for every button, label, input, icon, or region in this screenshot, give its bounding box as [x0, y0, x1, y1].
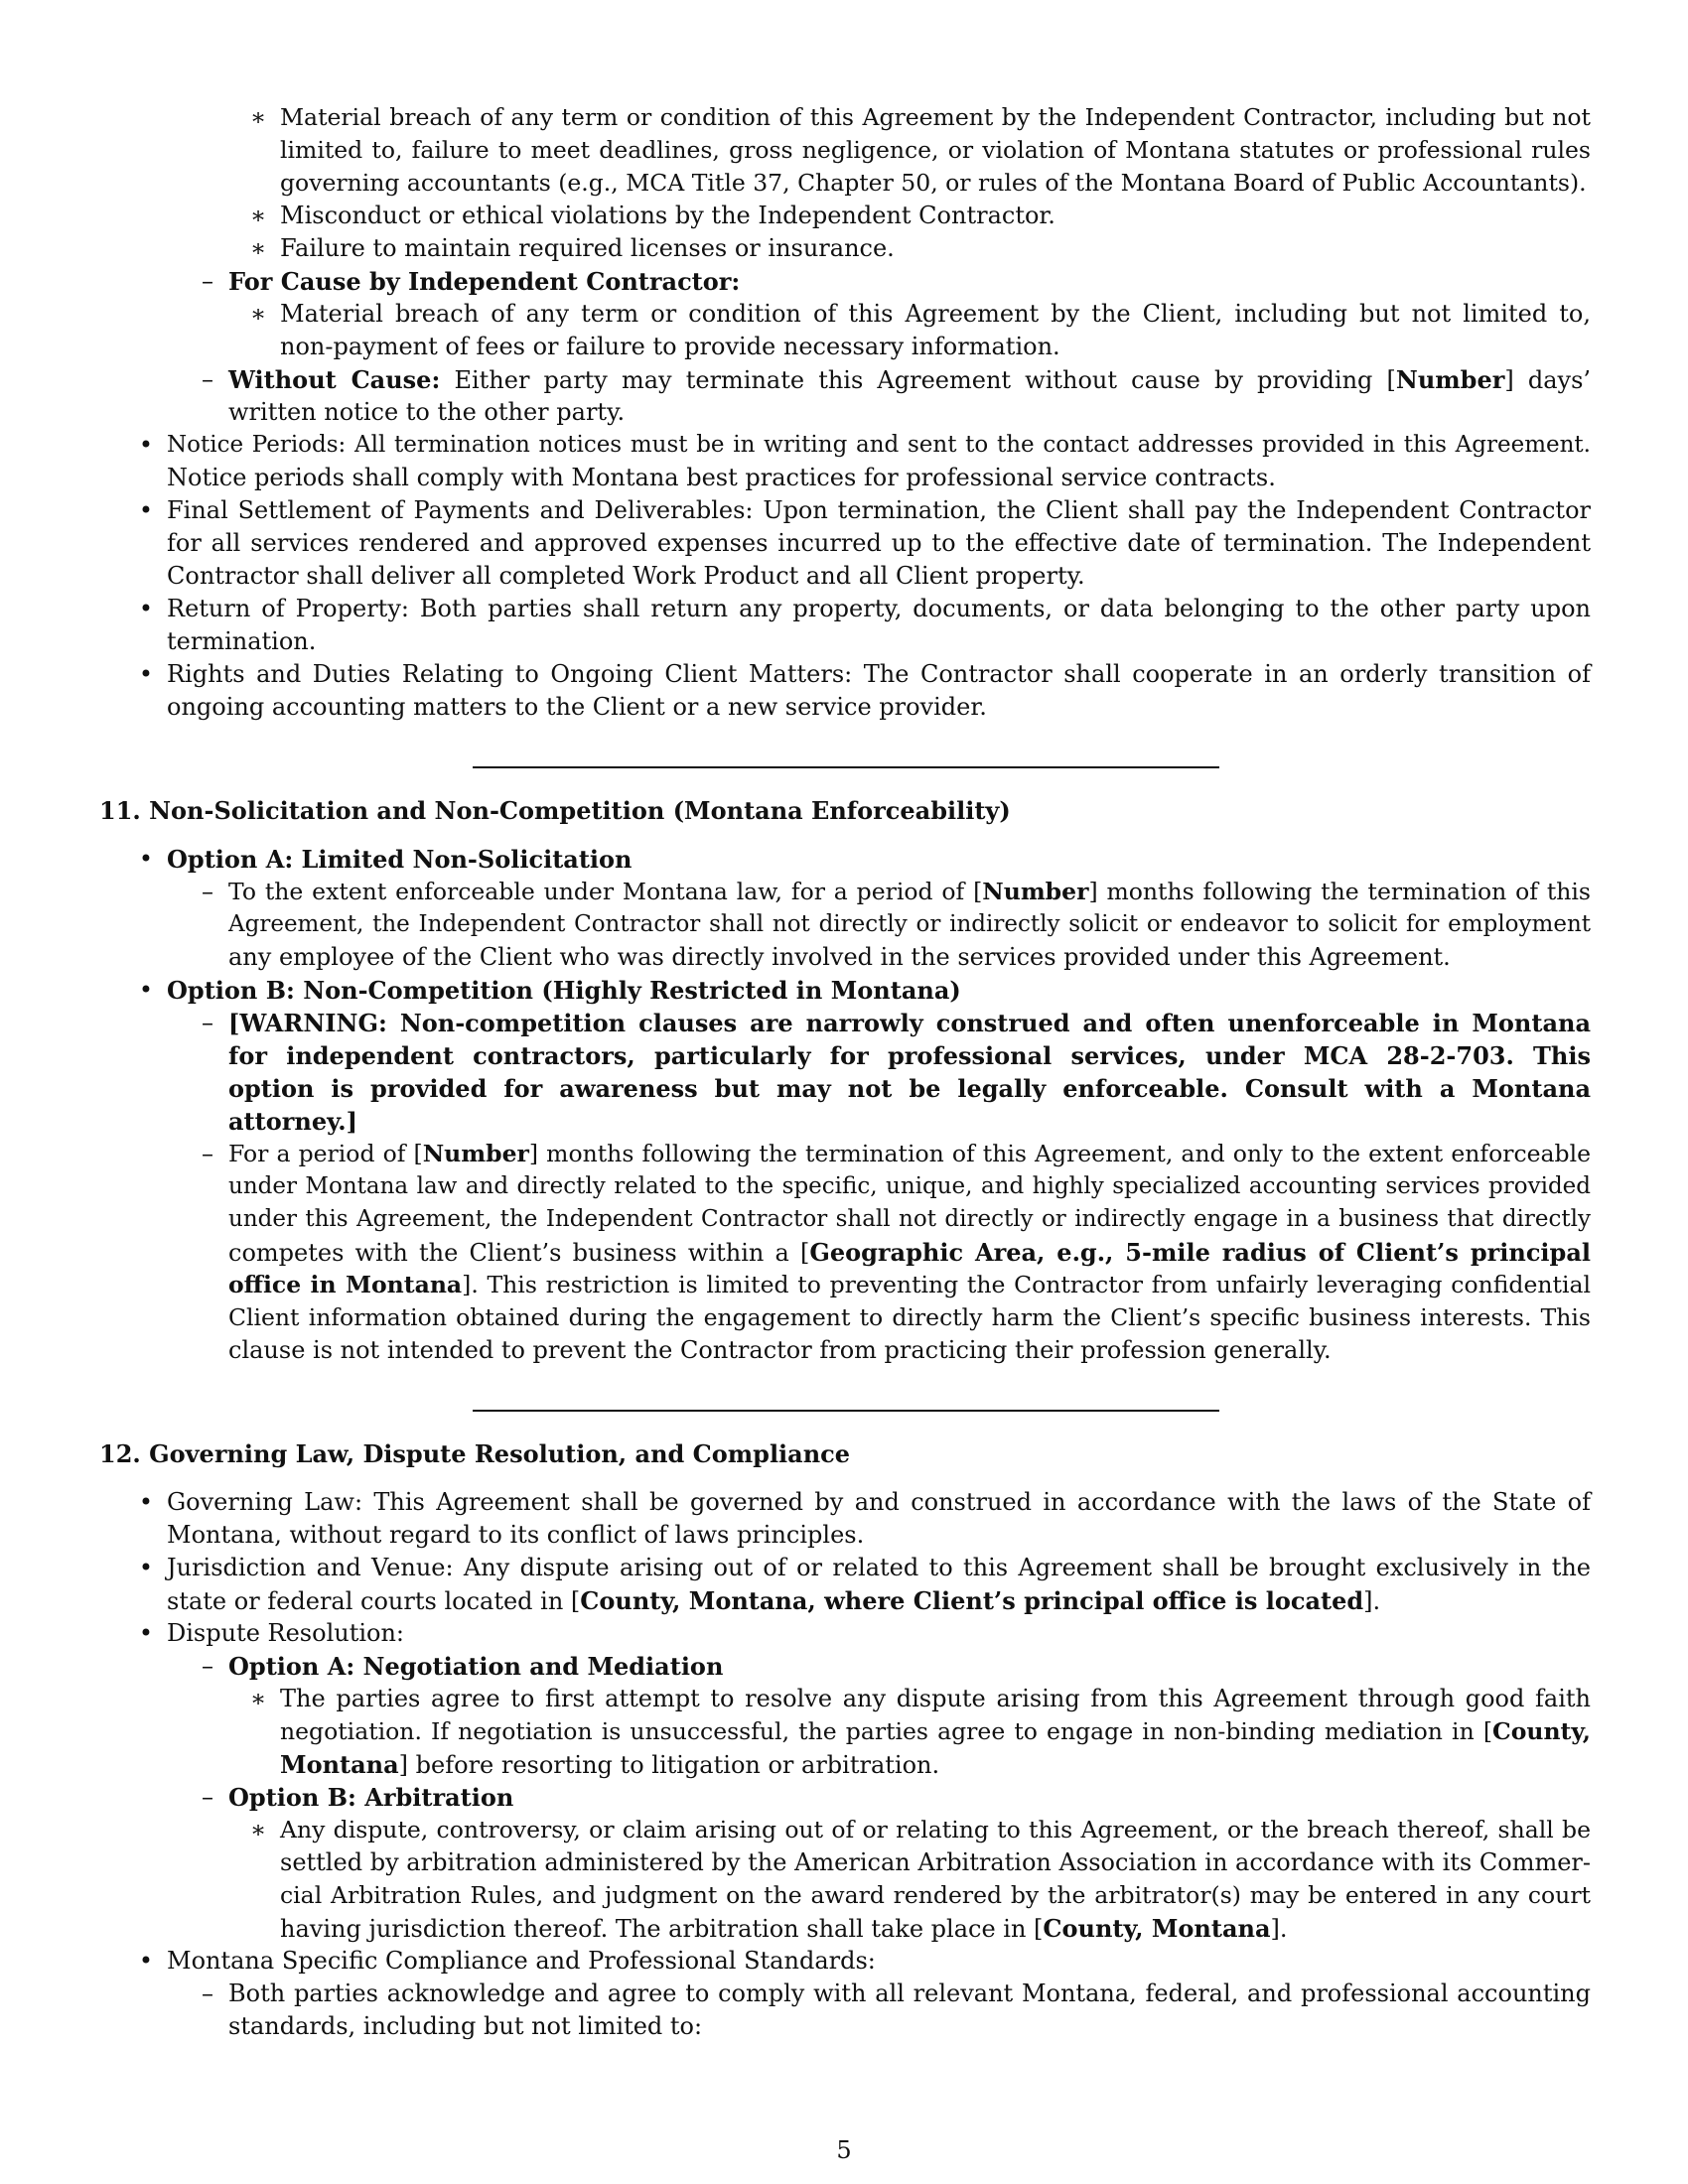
- option-b-label: Option B: Non-Competition (Highly Restricted in Montana): [167, 976, 961, 1005]
- text-line: Failure to maintain required licenses or insurance.: [280, 234, 895, 262]
- text-line: Final Settlement of Payments and Deliverables: Upon termination, the Client shall pay the Independent Contractor: [167, 496, 1591, 524]
- warning-line: [WARNING: Non-competition clauses are narrowly construed and often unenforceable in Montana: [228, 1009, 1591, 1037]
- star-marker: ∗: [249, 103, 267, 131]
- text-line: under this Agreement, the Independent Contractor shall not directly or indirectly engage in a business that directly: [228, 1206, 1591, 1232]
- dash-marker: –: [202, 365, 213, 393]
- warning-line: option is provided for awareness but may not be legally enforceable. Consult with a Montana: [228, 1074, 1591, 1103]
- star-marker: ∗: [249, 202, 267, 229]
- dash-marker: –: [202, 878, 213, 905]
- text-line: Jurisdiction and Venue: Any dispute arising out of or related to this Agreement shall be brought exclusively in the: [167, 1554, 1591, 1581]
- text-line: Contractor shall deliver all completed Work Product and all Client property.: [167, 562, 1085, 590]
- page-number: 5: [836, 2136, 852, 2164]
- placeholder-county: Montana: [280, 1750, 399, 1779]
- dispute-resolution-label: Dispute Resolution:: [167, 1619, 405, 1647]
- without-cause-label: Without Cause:: [228, 365, 441, 394]
- text-line: for all services rendered and approved expenses incurred up to the effective date of termination. The Independent: [167, 529, 1591, 557]
- text-line: Notice Periods: All termination notices must be in writing and sent to the contact addresses provided in this Agreement.: [167, 432, 1591, 458]
- section-11-heading: 11. Non-Solicitation and Non-Competition (Montana Enforceability): [99, 796, 1011, 825]
- text-line: Client information obtained during the engagement to directly harm the Client’s specific business interests. This: [228, 1303, 1591, 1331]
- section-divider: [473, 1410, 1219, 1412]
- text-line: written notice to the other party.: [228, 398, 626, 426]
- star-marker: ∗: [249, 234, 267, 262]
- text-line: To the extent enforceable under Montana law, for a period of [Number] months following the termination of this: [228, 878, 1591, 905]
- text-line: Governing Law: This Agreement shall be governed by and construed in accordance with the laws of the State of: [167, 1488, 1591, 1516]
- placeholder-number: Number: [982, 878, 1089, 905]
- placeholder-number: Number: [1395, 365, 1505, 394]
- bullet-marker: •: [138, 1619, 154, 1647]
- bullet-marker: •: [138, 496, 154, 524]
- placeholder-county: County, Montana: [1043, 1914, 1271, 1943]
- option-a-label: Option A: Limited Non-Solicitation: [167, 845, 633, 874]
- text-line: For a period of [Number] months following the termination of this Agreement, and only to the extent enforceable: [228, 1140, 1591, 1167]
- placeholder-geographic-area: office in Montana: [228, 1271, 463, 1298]
- text-line: ongoing accounting matters to the Client or a new service provider.: [167, 693, 987, 721]
- text-line: non-payment of fees or failure to provide necessary information.: [280, 333, 1060, 360]
- text-line: Montana] before resorting to litigation or arbitration.: [280, 1750, 940, 1779]
- option-b-label: Option B: Arbitration: [228, 1783, 514, 1812]
- text-line: office in Montana]. This restriction is limited to preventing the Contractor from unfairly leveraging confidential: [228, 1271, 1591, 1298]
- text-line: under Montana law and directly related to the specific, unique, and highly specialized accounting services provided: [228, 1173, 1591, 1199]
- text-line: limited to, failure to meet deadlines, gross negligence, or violation of Montana statutes or professional rules: [280, 136, 1591, 164]
- text-line: governing accountants (e.g., MCA Title 37, Chapter 50, or rules of the Montana Board of Public Accountants).: [280, 169, 1587, 197]
- text-line: state or federal courts located in [County, Montana, where Client’s principal office is located].: [167, 1586, 1381, 1615]
- text-line: Notice periods shall comply with Montana best practices for professional service contracts.: [167, 464, 1276, 491]
- dash-marker: –: [202, 1652, 213, 1680]
- star-marker: ∗: [249, 1685, 267, 1712]
- text-line: Both parties acknowledge and agree to comply with all relevant Montana, federal, and professional accounting: [228, 1979, 1591, 2007]
- warning-line: attorney.]: [228, 1107, 357, 1136]
- bullet-marker: •: [138, 1947, 154, 1975]
- dash-marker: –: [202, 1979, 213, 2007]
- for-cause-contractor-label: For Cause by Independent Contractor:: [228, 267, 741, 296]
- text-line: The parties agree to first attempt to resolve any dispute arising from this Agreement through good faith: [280, 1685, 1591, 1712]
- dash-marker: –: [202, 267, 213, 295]
- text-line: clause is not intended to prevent the Contractor from practicing their profession generally.: [228, 1336, 1332, 1364]
- without-cause-line: Without Cause: Either party may terminate this Agreement without cause by providing [Number] days’: [228, 365, 1592, 394]
- dash-marker: –: [202, 1140, 213, 1167]
- text-line: Return of Property: Both parties shall return any property, documents, or data belonging to the other party upon: [167, 595, 1591, 622]
- bullet-marker: •: [138, 976, 154, 1004]
- text-line: cial Arbitration Rules, and judgment on the award rendered by the arbitrator(s) may be entered in any court: [280, 1881, 1591, 1909]
- option-a-label: Option A: Negotiation and Mediation: [228, 1652, 724, 1681]
- placeholder-county: County, Montana, where Client’s principal office is located: [580, 1586, 1364, 1615]
- star-marker: ∗: [249, 300, 267, 328]
- section-divider: [473, 766, 1219, 768]
- bullet-marker: •: [138, 595, 154, 622]
- dash-marker: –: [202, 1783, 213, 1811]
- text-line: any employee of the Client who was directly involved in the services provided under this Agreement.: [228, 943, 1451, 971]
- bullet-marker: •: [138, 431, 154, 459]
- placeholder-geographic-area: Geographic Area, e.g., 5-mile radius of Client’s principal: [809, 1238, 1591, 1267]
- text-line: Misconduct or ethical violations by the Independent Contractor.: [280, 202, 1055, 229]
- text-line: Material breach of any term or condition of this Agreement by the Independent Contractor, including but not: [280, 103, 1591, 131]
- bullet-marker: •: [138, 1488, 154, 1516]
- text-line: competes with the Client’s business within a [Geographic Area, e.g., 5-mile radius of Client’s principal: [228, 1238, 1591, 1267]
- dash-marker: –: [202, 1009, 213, 1036]
- placeholder-county: County,: [1492, 1717, 1591, 1745]
- text-line: settled by arbitration administered by the American Arbitration Association in accordance with its Commer-: [280, 1848, 1591, 1876]
- text-line: Material breach of any term or condition of this Agreement by the Client, including but not limited to,: [280, 300, 1591, 328]
- star-marker: ∗: [249, 1816, 267, 1843]
- warning-line: for independent contractors, particularly for professional services, under MCA 28-2-703. This: [228, 1041, 1591, 1070]
- placeholder-number: Number: [422, 1140, 529, 1167]
- text-line: termination.: [167, 627, 317, 655]
- bullet-marker: •: [138, 845, 154, 873]
- compliance-label: Montana Specific Compliance and Professional Standards:: [167, 1947, 876, 1975]
- text-line: Rights and Duties Relating to Ongoing Client Matters: The Contractor shall cooperate in an orderly transition of: [167, 660, 1591, 688]
- text-line: Any dispute, controversy, or claim arising out of or relating to this Agreement, or the breach thereof, shall be: [280, 1816, 1591, 1843]
- text-line: Montana, without regard to its conflict of laws principles.: [167, 1521, 865, 1549]
- text-line: having jurisdiction thereof. The arbitration shall take place in [County, Montana].: [280, 1914, 1288, 1943]
- text-line: standards, including but not limited to:: [228, 2012, 703, 2040]
- text-line: Agreement, the Independent Contractor shall not directly or indirectly solicit or endeavor to solicit for employment: [228, 911, 1591, 937]
- bullet-marker: •: [138, 1554, 154, 1581]
- bullet-marker: •: [138, 660, 154, 688]
- text-line: negotiation. If negotiation is unsuccessful, the parties agree to engage in non-binding mediation in [County,: [280, 1717, 1591, 1745]
- section-12-heading: 12. Governing Law, Dispute Resolution, and Compliance: [99, 1439, 851, 1468]
